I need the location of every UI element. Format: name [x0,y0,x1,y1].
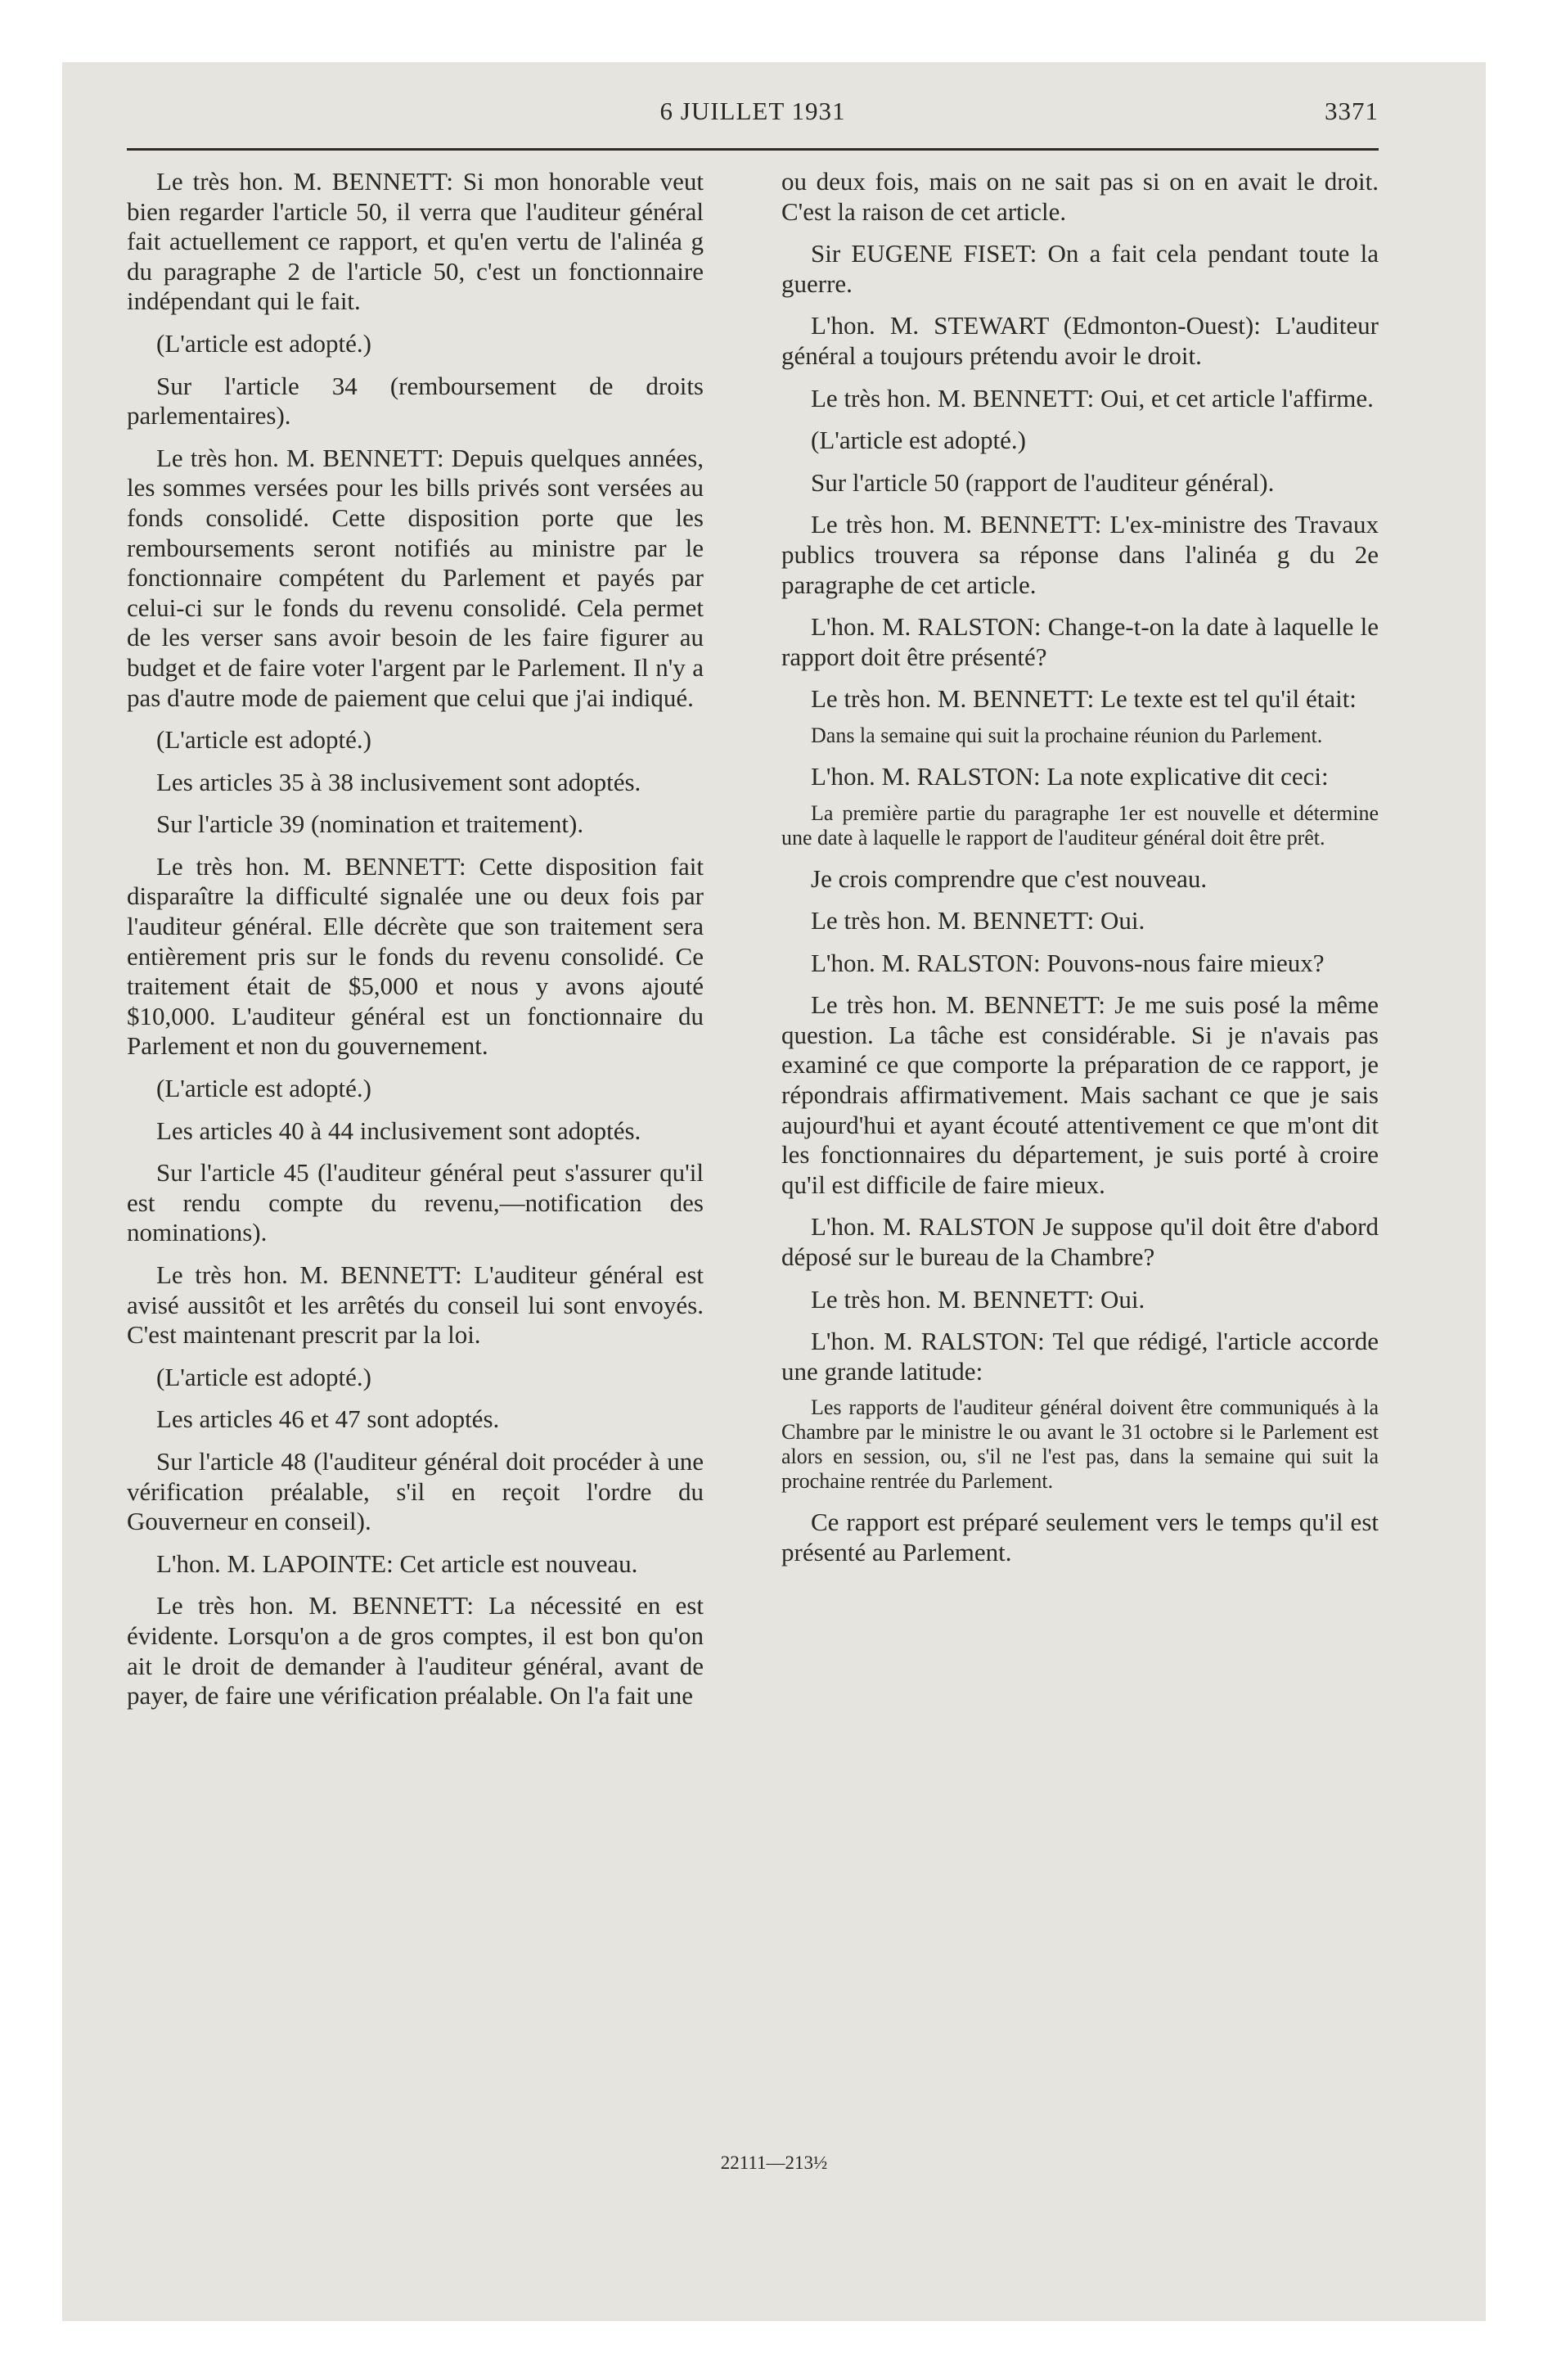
paragraph: L'hon. M. RALSTON Je suppose qu'il doit être d'abord déposé sur le bureau de la Chambre? [781,1212,1379,1272]
quoted-passage: La première partie du paragraphe 1er est nouvelle et détermine une date à laquelle le rapport de l'auditeur général doit être prêt. [781,800,1379,850]
paragraph: Le très hon. M. BENNETT: Le texte est tel qu'il était: [811,684,1357,714]
print-signature: 22111—213½ [720,2152,828,2173]
paragraph: Le très hon. M. BENNETT: Si mon honorable veut bien regarder l'article 50, il verra que l'auditeur général fait actuellement ce rapport, et qu'en vertu de l'alinéa g du paragraphe 2 de l'article 50, c'est un fonctionnaire indépendant qui le fait. [127,167,704,316]
paragraph: L'hon. M. LAPOINTE: Cet article est nouveau. [156,1548,638,1578]
paragraph: (L'article est adopté.) [156,1362,371,1391]
paragraph: L'hon. M. RALSTON: Tel que rédigé, l'article accorde une grande latitude: [781,1327,1379,1386]
paragraph: L'hon. M. RALSTON: La note explicative dit ceci: [811,761,1329,791]
paragraph: Sur l'article 50 (rapport de l'auditeur général). [811,467,1275,497]
header-rule [127,148,1379,151]
paragraph: L'hon. M. RALSTON: Pouvons-nous faire mieux? [811,948,1325,977]
paragraph: (L'article est adopté.) [156,1074,371,1103]
paragraph: Sur l'article 34 (remboursement de droits parlementaires). [127,371,704,430]
paragraph: L'hon. M. RALSTON: Change-t-on la date à laquelle le rapport doit être présenté? [781,612,1379,671]
paragraph: L'hon. M. STEWART (Edmonton-Ouest): L'auditeur général a toujours prétendu avoir le droit. [781,311,1379,370]
paragraph: Sir EUGENE FISET: On a fait cela pendant toute la guerre. [781,239,1379,298]
paragraph: Le très hon. M. BENNETT: L'auditeur général est avisé aussitôt et les arrêtés du conseil lui sont envoyés. C'est maintenant prescrit par la loi. [127,1260,704,1350]
page-date: 6 JUILLET 1931 [659,97,846,125]
paragraph: Sur l'article 39 (nomination et traitement). [156,809,584,839]
paragraph: Le très hon. M. BENNETT: La nécessité en est évidente. Lorsqu'on a de gros comptes, il est bon qu'on ait le droit de demander à l'auditeur général, avant de payer, de faire une vérification préalable. On l'a fait une [127,1591,704,1711]
quoted-passage: Dans la semaine qui suit la prochaine réunion du Parlement. [811,723,1323,747]
paragraph: Le très hon. M. BENNETT: Depuis quelques années, les sommes versées pour les bills privés sont versées au fonds consolidé. Cette disposition porte que les remboursements seront notifiés au ministre par le fonctionnaire compétent du Parlement et payés par celui-ci sur le fonds du revenu consolidé. Cela permet de les verser sans avoir besoin de les faire figurer au budget et de faire voter l'argent par le Parlement. Il n'y a pas d'autre mode de paiement que celui que j'ai indiqué. [127,443,704,712]
paragraph: Le très hon. M. BENNETT: Je me suis posé la même question. La tâche est considérable. Si je n'avais pas examiné ce que comporte la préparation de ce rapport, je répondrais affirmativement. Mais sachant ce que je sais aujourd'hui et ayant écouté attentivement ce que m'ont dit les fonctionnaires du département, je suis porté à croire qu'il est difficile de faire mieux. [781,990,1379,1199]
paragraph: ou deux fois, mais on ne sait pas si on en avait le droit. C'est la raison de cet article. [781,167,1379,226]
paragraph: Le très hon. M. BENNETT: Cette disposition fait disparaître la difficulté signalée une ou deux fois par l'auditeur général. Elle décrète que son traitement sera entièrement pris sur le fonds du revenu consolidé. Ce traitement était de $5,000 et nous y avons ajouté $10,000. L'auditeur général est un fonctionnaire du Parlement et non du gouvernement. [127,851,704,1061]
paragraph: Je crois comprendre que c'est nouveau. [811,863,1208,893]
paragraph: Sur l'article 48 (l'auditeur général doit procéder à une vérification préalable, s'il en reçoit l'ordre du Gouverneur en conseil). [127,1446,704,1536]
page-header [127,90,1379,139]
paragraph: Le très hon. M. BENNETT: Oui. [811,906,1145,935]
paragraph: Le très hon. M. BENNETT: L'ex-ministre des Travaux publics trouvera sa réponse dans l'alinéa g du 2e paragraphe de cet article. [781,510,1379,599]
paragraph: (L'article est adopté.) [156,328,371,358]
paragraph: (L'article est adopté.) [156,725,371,755]
right-column [781,167,1379,1580]
page-number: 3371 [1325,97,1379,125]
paragraph: Le très hon. M. BENNETT: Oui. [811,1284,1145,1314]
paragraph: Les articles 40 à 44 inclusivement sont adoptés. [156,1116,641,1145]
paragraph: Le très hon. M. BENNETT: Oui, et cet article l'affirme. [811,383,1374,412]
paragraph: Ce rapport est préparé seulement vers le temps qu'il est présenté au Parlement. [781,1508,1379,1566]
paragraph: (L'article est adopté.) [811,426,1026,455]
paragraph: Les articles 46 et 47 sont adoptés. [156,1404,500,1434]
quoted-passage: Les rapports de l'auditeur général doivent être communiqués à la Chambre par le ministre le ou avant le 31 octobre si le Parlement est alors en session, ou, s'il ne l'est pas, dans la semaine qui suit la prochaine rentrée du Parlement. [781,1395,1379,1494]
paragraph: Sur l'article 45 (l'auditeur général peut s'assurer qu'il est rendu compte du revenu,—notification des nominations). [127,1158,704,1247]
left-column [127,167,704,1724]
paragraph: Les articles 35 à 38 inclusivement sont adoptés. [156,767,641,796]
